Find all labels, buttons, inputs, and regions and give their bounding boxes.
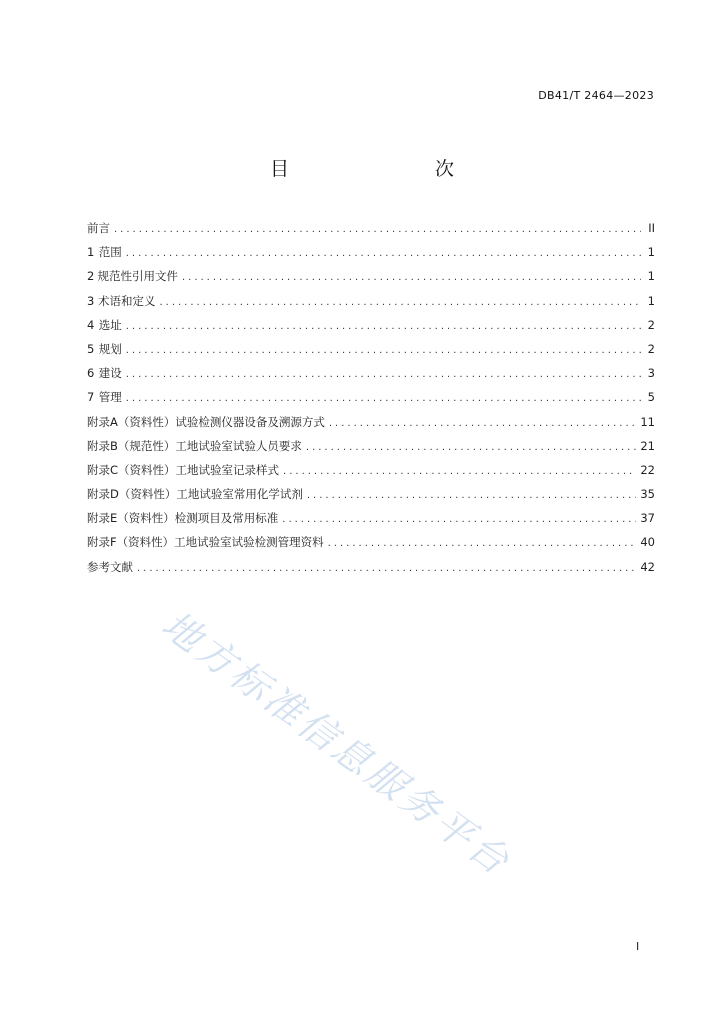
toc-entry-label: 工地试验室记录样式: [175, 462, 280, 477]
toc-entry-references[interactable]: [87, 559, 655, 583]
toc-entry-page: 35: [640, 487, 655, 502]
toc-appendix-tag: 附录F（资料性）: [87, 535, 175, 550]
toc-dot-leader: [137, 563, 636, 574]
toc-entry-number: 1: [87, 245, 95, 260]
page-number: I: [636, 940, 640, 953]
toc-entry-7[interactable]: [87, 389, 655, 413]
toc-entry-6[interactable]: [87, 365, 655, 389]
toc-entry-page: 1: [647, 245, 655, 260]
toc-dot-leader: [328, 538, 637, 549]
toc-entry-label: 范围: [98, 245, 122, 260]
toc-entry-appendix-d[interactable]: [87, 486, 655, 510]
toc-entry-page: 40: [640, 535, 655, 550]
toc-entry-number: 6: [87, 366, 95, 381]
toc-dot-leader: [126, 369, 641, 380]
toc-entry-appendix-f[interactable]: [87, 534, 655, 558]
toc-entry-number: 5: [87, 341, 95, 356]
toc-entry-appendix-c[interactable]: [87, 462, 655, 486]
toc-entry-page: 22: [640, 462, 655, 477]
standard-code: DB41/T 2464—2023: [538, 89, 654, 102]
toc-dot-leader: [126, 345, 641, 356]
toc-entry-label: 规划: [98, 341, 122, 356]
toc-dot-leader: [306, 442, 636, 453]
toc-entry-preface[interactable]: [87, 220, 655, 244]
toc-appendix-tag: 附录E（资料性）: [87, 511, 175, 526]
toc-entry-page: 1: [647, 269, 655, 284]
toc-dot-leader: [329, 418, 636, 429]
toc-entry-label: 术语和定义: [97, 293, 156, 308]
toc-appendix-tag: 附录B（规范性）: [87, 438, 176, 453]
toc-appendix-tag: 附录D（资料性）: [87, 487, 177, 502]
toc-entry-number: 4: [87, 317, 95, 332]
toc-entry-label: 规范性引用文件: [97, 269, 178, 284]
toc-entry-label: 试验检测仪器设备及溯源方式: [175, 414, 325, 429]
toc-entry-number: 3: [87, 293, 95, 308]
toc-entry-label: 管理: [98, 390, 122, 405]
toc-entry-2[interactable]: [87, 268, 655, 292]
page-title: 目 次: [269, 158, 490, 180]
toc-entry-page: 1: [647, 293, 655, 308]
toc-entry-3[interactable]: [87, 293, 655, 317]
toc-appendix-tag: 附录C（资料性）: [87, 462, 176, 477]
toc-entry-page: 11: [640, 414, 655, 429]
toc-entry-page: 42: [640, 559, 655, 574]
toc-entry-label: 检测项目及常用标准: [174, 511, 279, 526]
toc-dot-leader: [159, 297, 641, 308]
toc-entry-appendix-e[interactable]: [87, 510, 655, 534]
toc-entry-page: 3: [647, 366, 655, 381]
toc-entry-page: 5: [647, 390, 655, 405]
toc-entry-label: 参考文献: [87, 559, 133, 574]
toc-dot-leader: [282, 514, 636, 525]
toc-entry-page: 37: [640, 511, 655, 526]
toc-appendix-tag: 附录A（资料性）: [87, 414, 176, 429]
toc-entry-appendix-a[interactable]: [87, 414, 655, 438]
toc-dot-leader: [114, 224, 641, 235]
toc-entry-page: II: [648, 221, 655, 235]
toc-entry-4[interactable]: [87, 317, 655, 341]
toc-entry-1[interactable]: [87, 244, 655, 268]
toc-entry-page: 2: [647, 341, 655, 356]
watermark: 地方标准信息服务平台: [153, 602, 520, 885]
toc-entry-page: 2: [647, 317, 655, 332]
toc-entry-label: 前言: [87, 221, 110, 235]
toc-entry-appendix-b[interactable]: [87, 438, 655, 462]
toc-dot-leader: [126, 393, 641, 404]
toc-entry-number: 7: [87, 390, 95, 405]
toc-entry-label: 工地试验室试验人员要求: [175, 438, 302, 453]
toc-entry-page: 21: [640, 438, 655, 453]
toc-entry-number: 2: [87, 269, 95, 284]
toc-entry-5[interactable]: [87, 341, 655, 365]
table-of-contents: [87, 220, 655, 583]
toc-dot-leader: [126, 248, 641, 259]
toc-dot-leader: [126, 321, 641, 332]
toc-dot-leader: [307, 490, 637, 501]
toc-dot-leader: [283, 466, 636, 477]
toc-dot-leader: [182, 272, 641, 283]
toc-entry-label: 建设: [98, 366, 122, 381]
toc-entry-label: 选址: [98, 317, 122, 332]
toc-entry-label: 工地试验室常用化学试剂: [176, 487, 303, 502]
toc-entry-label: 工地试验室试验检测管理资料: [174, 535, 324, 550]
